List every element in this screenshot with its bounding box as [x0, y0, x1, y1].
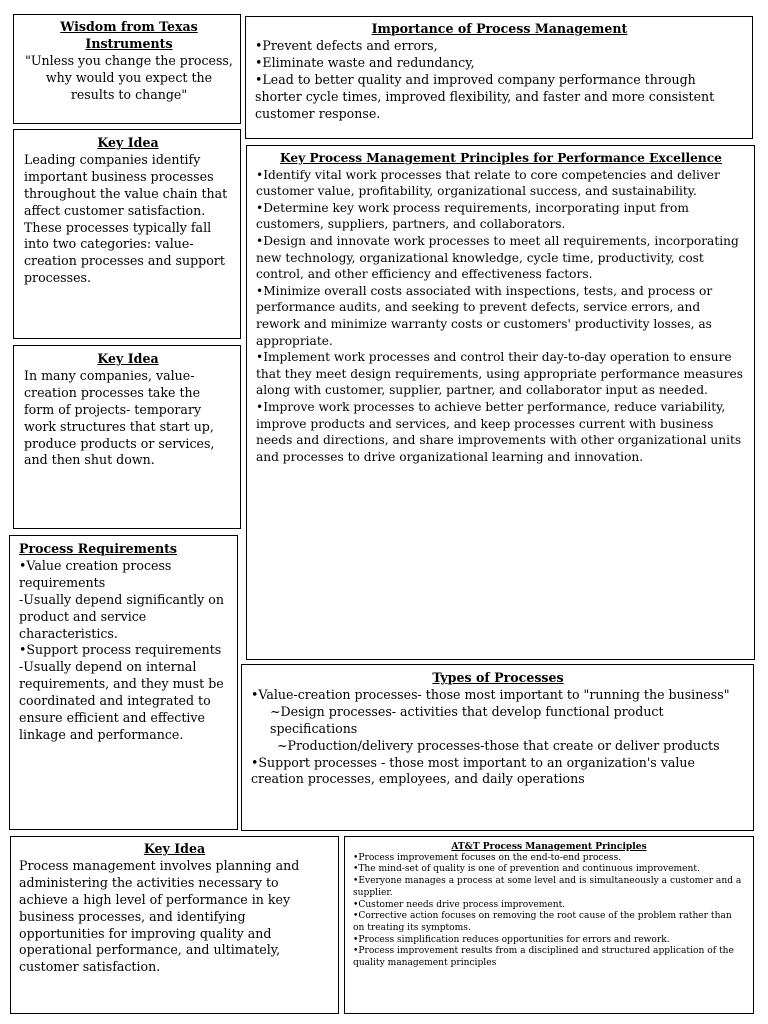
- principle-item: •Minimize overall costs associated with inspections, tests, and process or performance audits, and seeking to prevent defects, service errors, and rework and minimize warranty costs or customers' productivity losses, as appropriate.: [256, 283, 713, 348]
- types-title: Types of Processes: [432, 670, 564, 685]
- types-line: •Support processes - those most important to an organization's value creation processes, employees, and daily operations: [251, 754, 695, 787]
- key-idea-text-1: Leading companies identify important business processes throughout the value chain that affect customer satisfaction. These processes typically fall into two categories: value-creation processes and support processes.: [24, 151, 228, 286]
- wisdom-quote: "Unless you change the process, why would you expect the results to change": [25, 52, 233, 102]
- key-idea-box-3: [10, 836, 339, 1014]
- wisdom-box: [13, 14, 241, 124]
- att-item: •The mind-set of quality is one of prevention and continuous improvement.: [353, 864, 700, 875]
- att-title: AT&T Process Management Principles: [451, 841, 647, 852]
- requirement-item: -Usually depend on internal requirements, and they must be coordinated and integrated to ensure efficient and effective linkage and performance.: [19, 659, 224, 742]
- key-idea-title-3: Key Idea: [143, 841, 206, 856]
- key-idea-text-2: In many companies, value-creation processes take the form of projects- temporary work structures that start up, produce products or services, and then shut down.: [24, 367, 215, 468]
- att-item: •Corrective action focuses on removing the root cause of the problem rather than on treating its symptoms.: [353, 911, 732, 933]
- principle-item: •Implement work processes and control their day-to-day operation to ensure that they meet design requirements, using appropriate performance measures along with customer, supplier, partner, and collaborator input as needed.: [256, 350, 743, 398]
- importance-item: •Lead to better quality and improved company performance through shorter cycle times, improved flexibility, and faster and more consistent customer response.: [255, 71, 715, 121]
- wisdom-title: Wisdom from Texas Instruments: [60, 19, 198, 51]
- types-line: •Value-creation processes- those most important to "running the business": [251, 686, 730, 702]
- key-idea-title-2: Key Idea: [97, 351, 159, 366]
- key-idea-box-1: [13, 129, 241, 339]
- importance-item: •Prevent defects and errors,: [255, 37, 438, 53]
- att-item: •Customer needs drive process improvement.: [353, 899, 566, 910]
- att-item: •Process simplification reduces opportunities for errors and rework.: [353, 934, 670, 945]
- requirements-title: Process Requirements: [19, 541, 178, 556]
- att-box: [344, 836, 754, 1014]
- principle-item: •Identify vital work processes that relate to core competencies and deliver customer value, profitability, organizational success, and sustainability.: [256, 167, 720, 199]
- importance-title: Importance of Process Management: [371, 21, 628, 36]
- principles-title: Key Process Management Principles for Performance Excellence: [280, 151, 722, 165]
- key-idea-title-1: Key Idea: [97, 135, 159, 150]
- key-idea-box-2: [13, 345, 241, 529]
- principle-item: •Design and innovate work processes to meet all requirements, incorporating new technology, organizational knowledge, cycle time, productivity, cost control, and other efficiency and effectiveness factors.: [256, 233, 739, 282]
- key-idea-text-3: Process management involves planning and administering the activities necessary to achieve a high level of performance in key business processes, and identifying opportunities for improving quality and operational performance, and ultimately, customer satisfaction.: [19, 857, 300, 975]
- requirement-item: -Usually depend significantly on product and service characteristics.: [19, 591, 224, 641]
- types-line: ~Production/delivery processes-those that create or deliver products: [277, 737, 720, 753]
- importance-item: •Eliminate waste and redundancy,: [255, 54, 475, 70]
- principle-item: •Improve work processes to achieve better performance, reduce variability, improve products and services, and keep processes current with business needs and directions, and share improvements with other organizational units and processes to drive organizational learning and innovation.: [256, 399, 742, 464]
- principle-item: •Determine key work process requirements, incorporating input from customers, suppliers, partners, and collaborators.: [256, 200, 689, 232]
- requirement-item: •Value creation process requirements: [19, 557, 172, 590]
- requirement-item: •Support process requirements: [19, 642, 222, 658]
- importance-box: [245, 16, 753, 139]
- principles-box: [246, 145, 755, 660]
- att-item: •Everyone manages a process at some level and is simultaneously a customer and a supplier.: [353, 876, 742, 898]
- requirements-box: [9, 535, 238, 830]
- att-item: •Process improvement focuses on the end-to-end process.: [353, 852, 622, 863]
- types-line: ~Design processes- activities that develop functional product specifications: [270, 703, 664, 736]
- types-box: [241, 664, 754, 831]
- att-item: •Process improvement results from a disciplined and structured application of the quality management principles: [353, 946, 734, 969]
